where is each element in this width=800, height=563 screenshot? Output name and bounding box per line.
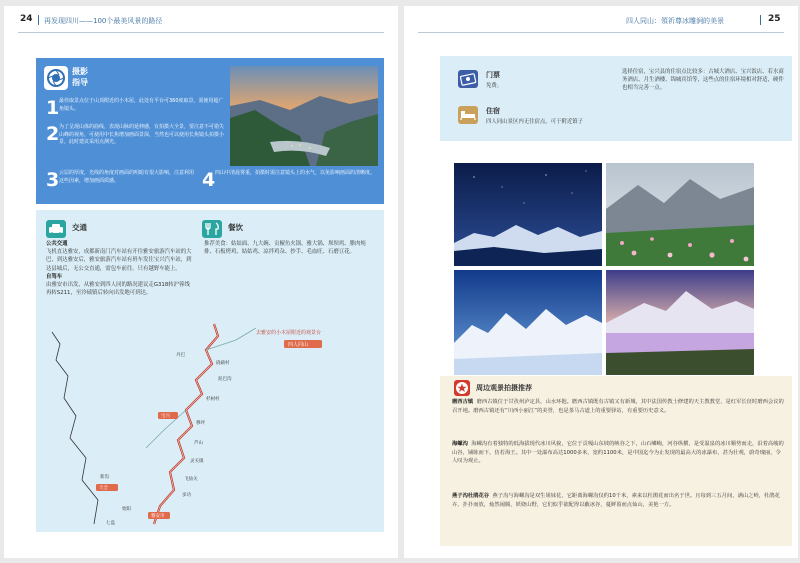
car-text: 由雅安市出发，从雅安到四人同的路况建议走G318转沪蓉线再转S211，至泠碛镇后转向出发地 [46,282,190,297]
page-number: 24 [20,14,33,24]
bed-icon [458,106,478,124]
right-page [404,6,798,558]
nearby-item-name: 磨西古镇 [452,399,474,405]
nearby-recommendations-box [440,376,792,546]
left-page [4,6,398,558]
stay-title: 住宿 [486,107,500,115]
nearby-item-text: 磨西古镇位于甘孜州泸定县，山水环抱。磨西古镇既有古镇又有新城，其中法国传教士修建的天主教教堂，是红军长征时磨西会议的召开地。磨西古镇还有“川西小丽江”的美誉，也是茶马古道上的重要驿站，有重要历史意义。 [452,399,784,414]
map-label: 七盘 [106,521,115,526]
nearby-item-name: 燕子沟杜鹃花谷 [452,493,490,499]
running-head: 四人同山：領祈尊冰雕涧的美景 [626,17,724,25]
map-label: 始阳 [122,507,131,512]
photo-gallery [454,163,754,375]
header-rule [418,32,784,33]
nearby-item-name: 海螺沟 [452,441,468,447]
transport-food-box [36,210,384,532]
valley-photo [230,66,378,166]
photo-title-line1: 摄影 [72,67,88,76]
left-header [4,14,398,28]
map-label: 雅安市 [151,514,165,519]
photo-section-title [72,66,102,88]
nearby-item-yanzigou [452,492,786,509]
photo-tip [46,170,196,198]
car-text-2: 可到达。 [129,290,152,297]
nearby-item-text: 海螺沟有着独特的低海拔现代冰川风貌，它位于贡嘎山东坡的峡谷之下，山石嶙峋，河谷纵横，是受温泉的冰川顺势而走，沿着高峻的山谷，铺陈而下，仿若海王。其中一处瀑布高达1000多米，宽约1100米，是中国迄今为止发现的最高大的冰瀑布，甚为壮观，蔚奇瑰丽，令人叹为观止。 [452,441,784,465]
map-label: 杉树村 [206,397,220,402]
page-number: 25 [768,14,781,24]
star-badge-icon [454,380,470,396]
stay-text: 四人同山景区内无住宿点，可于附近镇子 [486,119,584,125]
river-line [206,328,256,350]
tip-number: 2 [46,123,60,145]
tip-text: 为了呈现山体的曲线，表现山脉的延伸感，有拍摄大全景，要注意不可错失山峰的视角，可使用中长焦增加画面景深，当然也可以使用长焦镜头拍摄小景，此时建议采用点测光。 [59,124,225,145]
ticket-title: 门票 [486,71,500,79]
header-divider [760,15,761,25]
map-label: 硗碛村 [216,361,230,366]
car-subtitle: 自驾车 [46,273,63,280]
nearby-item-moxi [452,398,786,415]
transport-title: 交通 [72,223,87,232]
bus-subtitle: 公共交通 [46,241,68,247]
blue-peak-photo [454,270,602,375]
tip-number: 4 [202,169,216,191]
camera-icon [44,66,68,90]
nearby-title: 周边观景拍摄推荐 [476,384,532,392]
photography-tips-box [36,58,384,204]
food-body: 推荐美食：姑姑面、九大碗、贡椒鱼火锅、雅大锅、坝坝鸡、腊肉炖排、石板烤鸡、姑姑鸡、凉拌鸡杂、抄手、毛血旺、石磨豆花。 [204,241,366,256]
tip-text: 四山中清晨雾重，拍摄时需注意镜头上的水气，以免影响画面的清晰度。 [215,170,376,176]
map-label: 丹巴 [176,353,185,358]
map-label: 泥巴沟 [218,377,232,382]
ticket-stay-box [440,56,792,141]
stay-more-text: 选择住宿，宝兴县的住宿点比较多：古城大酒店、宝兴饭店、若水商务酒店、月生酒楼、锦城宾馆等，这些点的住宿环境相对舒适，硬件也相当完善一点。 [622,69,784,92]
tip-text: 最佳取景点位于山顶附近的小木屋，此处有平台可360度取景，需使用超广角镜头。 [59,98,224,112]
destination-label: 四人同山 [288,342,309,348]
photo-tip [202,170,378,198]
map-label: 飞仙关 [184,477,198,482]
ticket-text: 免费。 [486,83,503,89]
nearby-item-hailuogou [452,440,786,466]
map-note: 去雅安的小木屋附近的观景台 [256,330,322,336]
nearby-item-text: 燕子沟与海螺沟是双生姐妹花，它距离海螺沟仅约10千米，素来以杜鹃花而出名于世。且每到三五月间，满山之岭，杜鹃花卉、扑扑而放，灿然闹腾，妖娆山野，它们似乎欲配得以蔽冰谷，蔓鲜盈而点仙山，美艳一方。 [452,493,780,508]
ticket-icon [458,70,478,88]
right-header [404,14,798,28]
photo-tip [46,98,224,122]
car-icon [46,220,66,238]
night-mountain-photo [454,163,602,266]
running-head: 再发现四川——100个最美风景的路径 [44,17,163,25]
photo-tip [46,124,224,164]
route-map [46,320,346,532]
bus-text-2: 只有越野车能上。 [137,265,181,272]
map-label: 灵关镇 [190,459,204,464]
flower-meadow-photo [606,163,754,266]
map-label: 芦山 [194,441,203,446]
tip-number: 3 [46,169,60,191]
map-label: 穆坪 [196,421,205,426]
header-divider [38,15,39,25]
photo-title-line2: 指导 [72,78,88,87]
transport-body [46,240,194,297]
map-label: 新沟 [100,475,109,480]
dusk-lake-photo [606,270,754,375]
header-rule [18,32,384,33]
bus-text: 飞机直达雅安，成都新南门汽车站有开往雅安旅游汽车站的大巴，到达雅安后，雅安旅游汽车站有班车发往宝兴汽车站，到达县城后，无公交直通，需包车前往。 [46,249,192,272]
food-title: 餐饮 [228,223,243,232]
map-label: 天全 [99,486,108,491]
county-border [52,332,98,524]
tip-text: 云层的厚度，光线的角度对画面的明暗有很大影响，注意利用这些因素，增加画面质感。 [59,170,195,184]
tip-number: 1 [46,97,60,119]
utensils-icon [202,220,222,238]
map-label: 多功 [182,493,191,498]
map-label: 宝兴 [161,414,170,419]
